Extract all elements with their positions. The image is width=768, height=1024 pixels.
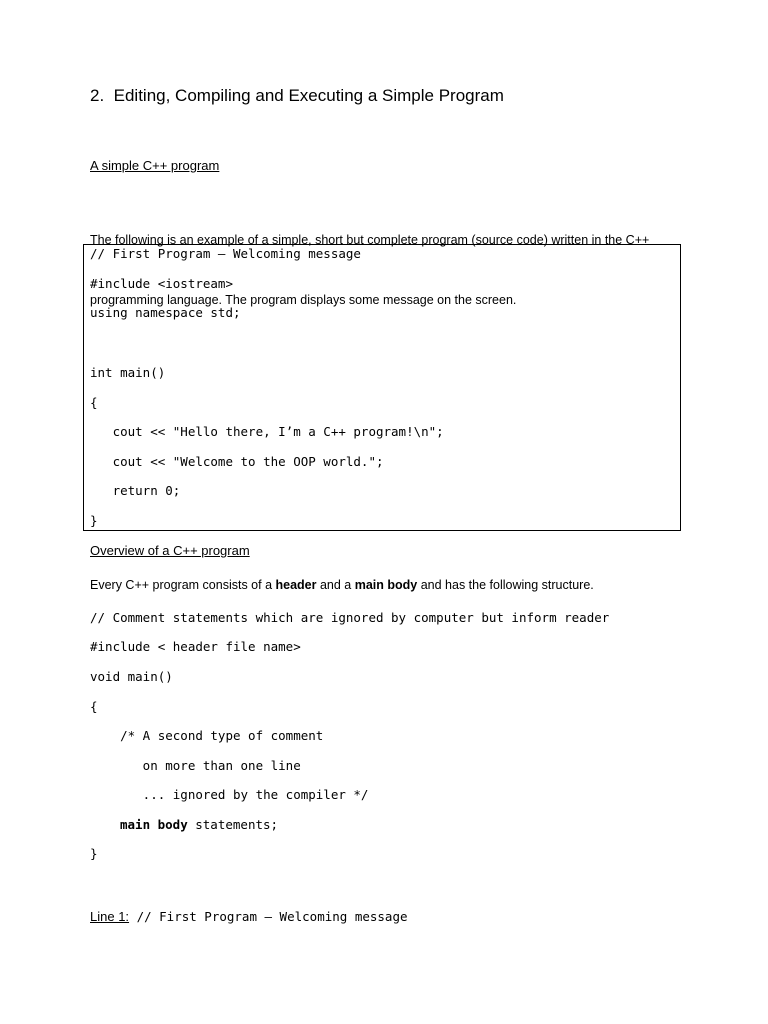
structure-line-comment3: on more than one line: [90, 758, 301, 773]
structure-line-comment: // Comment statements which are ignored by computer but inform reader: [90, 610, 610, 625]
overview-paragraph: [90, 575, 594, 595]
code-line-comment: // First Program – Welcoming message: [90, 246, 361, 261]
intro-line-1: The following is an example of a simple, short but complete program (source code) written in the C++: [90, 233, 650, 247]
code-line-main: int main(): [90, 365, 166, 380]
structure-line-include: #include < header file name>: [90, 639, 301, 654]
structure-line-body: [120, 815, 278, 835]
overview-heading: Overview of a C++ program: [90, 543, 250, 558]
structure-line-void-main: void main(): [90, 669, 173, 684]
header-term: header: [275, 578, 317, 592]
code-line-close-brace: }: [90, 513, 98, 528]
code-line-return: return 0;: [90, 483, 181, 498]
code-line-include: #include <iostream>: [90, 276, 233, 291]
intro-line-2: programming language. The program displays some message on the screen.: [90, 293, 517, 307]
main-body-term: main body: [354, 578, 418, 592]
structure-line-open-brace: {: [90, 699, 98, 714]
overview-text-3: and has the following structure.: [417, 578, 594, 592]
statements-text: statements;: [187, 817, 279, 832]
line1-code: // First Program – Welcoming message: [129, 909, 408, 924]
code-line-open-brace: {: [90, 395, 98, 410]
overview-text-1: Every C++ program consists of a: [90, 578, 276, 592]
line1-label: Line 1:: [90, 909, 130, 924]
structure-line-comment2: /* A second type of comment: [90, 728, 324, 743]
section-title: 2. Editing, Compiling and Executing a Simple Program: [90, 86, 504, 105]
code-line-cout-hello: cout << "Hello there, I’m a C++ program!\n";: [90, 424, 444, 439]
code-line-namespace: using namespace std;: [90, 305, 241, 320]
simple-program-heading: A simple C++ program: [90, 158, 220, 173]
structure-line-comment4: ... ignored by the compiler */: [90, 787, 369, 802]
line1-row: [90, 907, 408, 927]
structure-line-close-brace: }: [90, 846, 98, 861]
overview-text-2: and a: [316, 578, 355, 592]
code-line-cout-welcome: cout << "Welcome to the OOP world.";: [90, 454, 384, 469]
main-body-code-term: main body: [120, 817, 188, 832]
